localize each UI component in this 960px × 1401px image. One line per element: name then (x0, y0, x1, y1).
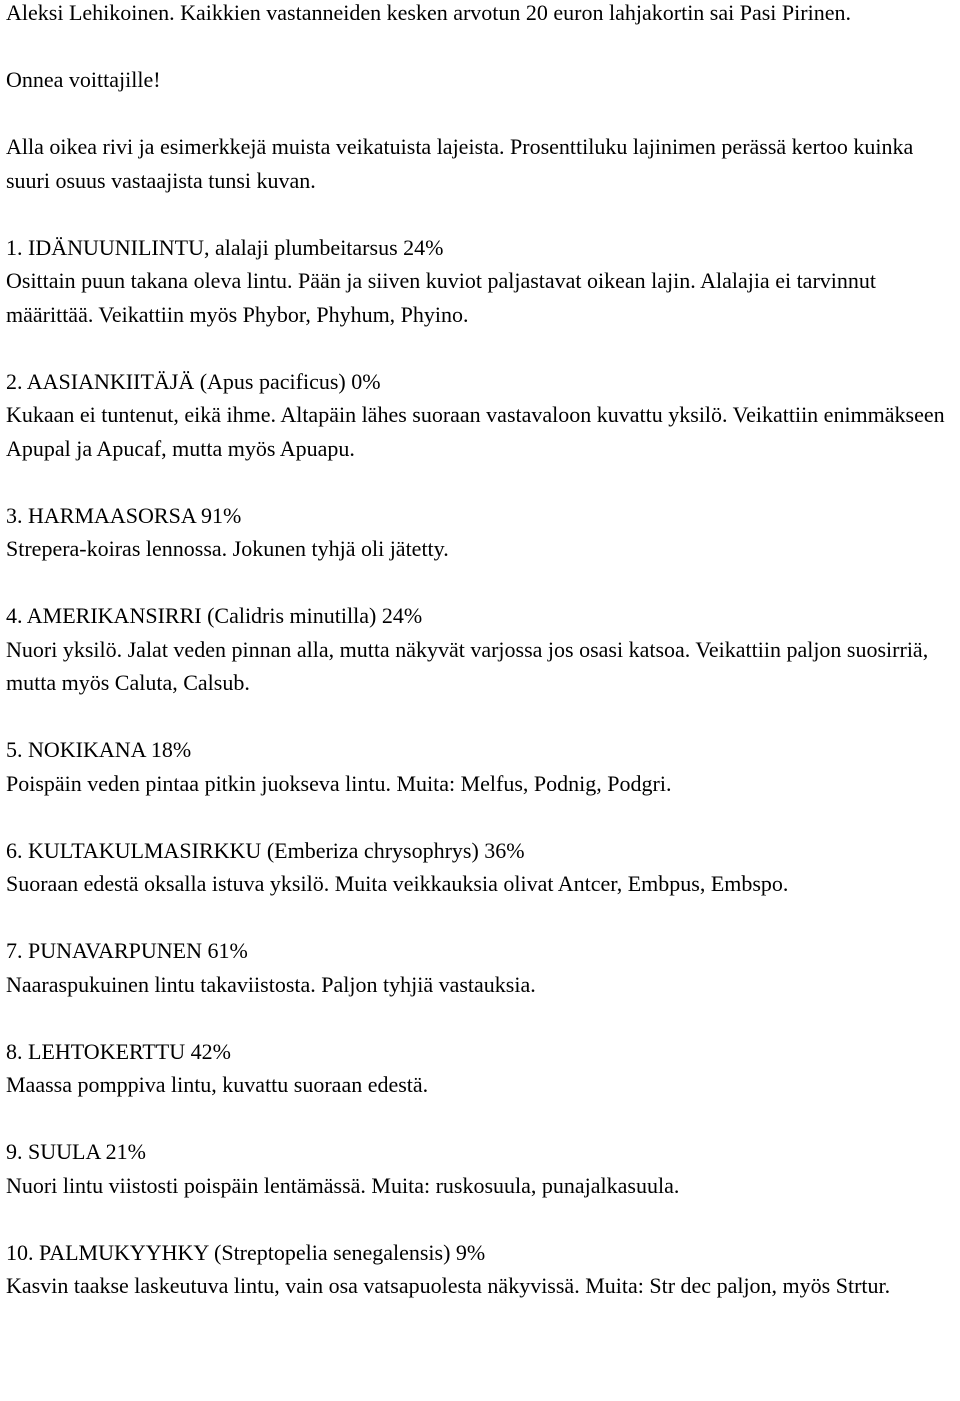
answer-entry-6 (6, 834, 956, 901)
congrats-paragraph: Onnea voittajille! (6, 67, 161, 92)
entry-heading: 9. SUULA 21% (6, 1139, 146, 1164)
entry-heading: 10. PALMUKYYHKY (Streptopelia senegalensis) 9% (6, 1239, 486, 1265)
entry-description: Poispäin veden pintaa pitkin juokseva lintu. Muita: Melfus, Podnig, Podgri. (6, 770, 672, 796)
answer-entry-5 (6, 733, 956, 800)
winners-paragraph: Aleksi Lehikoinen. Kaikkien vastanneiden kesken arvotun 20 euron lahjakortin sai Pasi Pirinen. (6, 0, 851, 25)
entry-description: Kasvin taakse laskeutuva lintu, vain osa vatsapuolesta näkyvissä. Muita: Str dec paljon, myös Strtur. (6, 1273, 891, 1298)
answer-entry-4 (6, 599, 956, 700)
entry-heading: 5. NOKIKANA 18% (6, 737, 192, 762)
entry-heading: 7. PUNAVARPUNEN 61% (6, 938, 248, 963)
entry-description: Maassa pomppiva lintu, kuvattu suoraan edestä. (6, 1072, 429, 1097)
entry-description: Naaraspukuinen lintu takaviistosta. Paljon tyhjiä vastauksia. (6, 971, 536, 997)
explanation-paragraph: Alla oikea rivi ja esimerkkejä muista veikatuista lajeista. Prosenttiluku lajinimen perässä kertoo kuinka suuri osuus vastaajista tunsi kuvan. (6, 134, 914, 193)
answer-entry-1 (6, 231, 956, 332)
entry-heading: 3. HARMAASORSA 91% (6, 502, 242, 528)
entry-heading: 8. LEHTOKERTTU 42% (6, 1038, 231, 1064)
answer-entry-10 (6, 1236, 956, 1303)
entry-description: Osittain puun takana oleva lintu. Pään ja siiven kuviot paljastavat oikean lajin. Alalajia ei tarvinnut määrittää. Veikattiin myös Phybor, Phyhum, Phyino. (6, 268, 876, 327)
entry-heading: 2. AASIANKIITÄJÄ (Apus pacificus) 0% (6, 368, 381, 394)
answer-entry-8 (6, 1035, 956, 1102)
entry-description: Kukaan ei tuntenut, eikä ihme. Altapäin lähes suoraan vastavaloon kuvattu yksilö. Veikattiin enimmäkseen Apupal ja Apucaf, mutta myös Apuapu. (6, 402, 945, 461)
answer-entry-2 (6, 365, 956, 466)
entry-description: Suoraan edestä oksalla istuva yksilö. Muita veikkauksia olivat Antcer, Embpus, Embspo. (6, 871, 789, 896)
document-page (6, 0, 956, 1336)
answer-entry-9 (6, 1135, 956, 1202)
entry-description: Nuori yksilö. Jalat veden pinnan alla, mutta näkyvät varjossa jos osasi katsoa. Veikattiin paljon suosirriä, mutta myös Caluta, Calsub. (6, 636, 929, 695)
entry-heading: 4. AMERIKANSIRRI (Calidris minutilla) 24% (6, 603, 423, 628)
entry-description: Strepera-koiras lennossa. Jokunen tyhjä oli jätetty. (6, 536, 449, 561)
entry-heading: 6. KULTAKULMASIRKKU (Emberiza chrysophrys) 36% (6, 837, 525, 863)
entry-heading: 1. IDÄNUUNILINTU, alalaji plumbeitarsus 24% (6, 234, 444, 260)
answer-entry-3 (6, 499, 956, 566)
answer-entry-7 (6, 934, 956, 1001)
entry-description: Nuori lintu viistosti poispäin lentämässä. Muita: ruskosuula, punajalkasuula. (6, 1172, 680, 1198)
